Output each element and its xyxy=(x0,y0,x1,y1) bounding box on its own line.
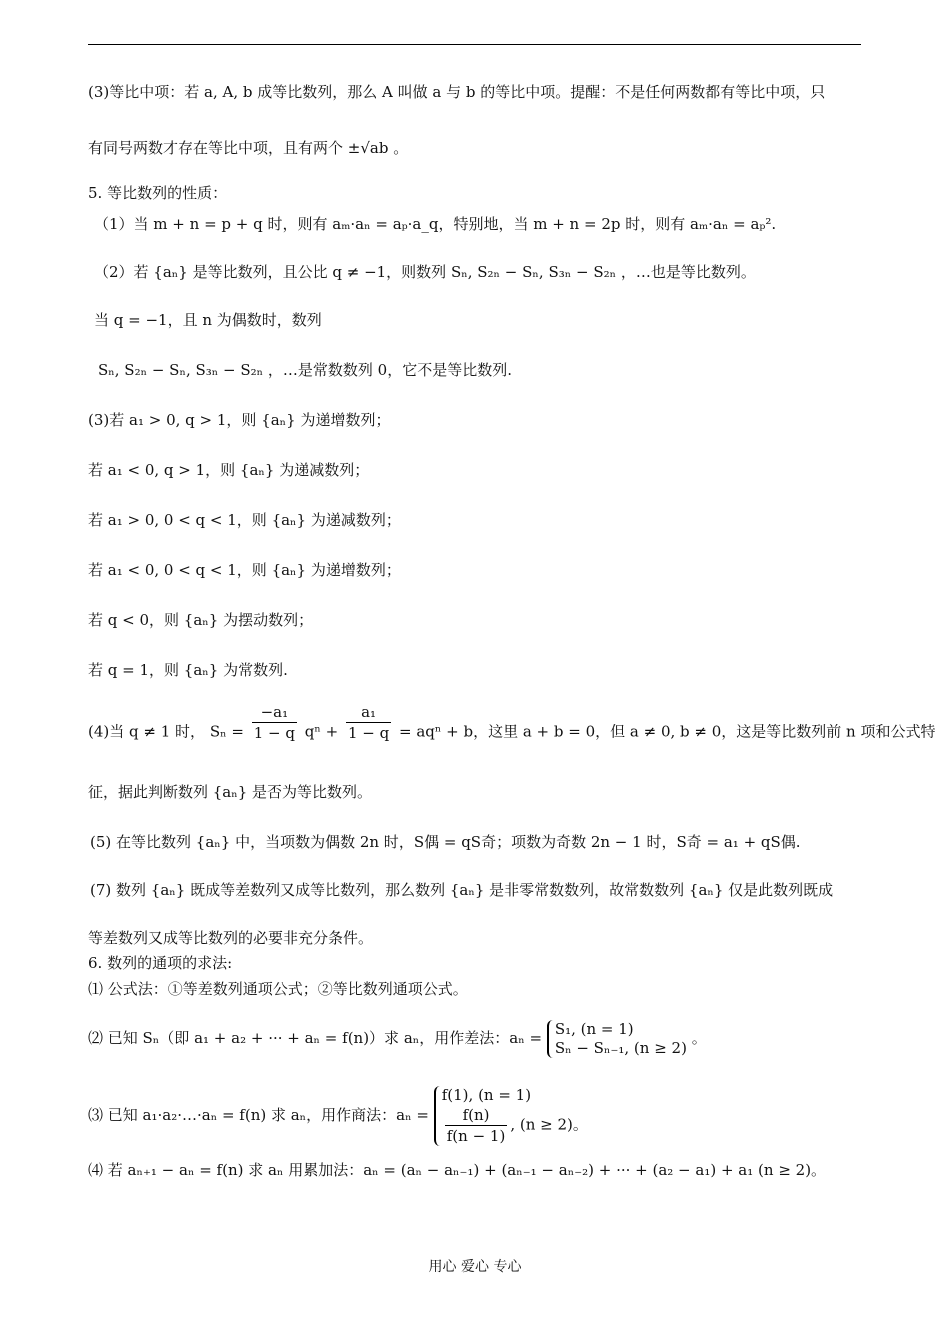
text-line-property-2-constant: Sₙ, S₂ₙ − Sₙ, S₃ₙ − S₂ₙ ，…是常数数列 0，它不是等比数列. xyxy=(98,361,512,379)
fraction-neg-a1-over-1-minus-q xyxy=(252,702,297,743)
fraction-denominator: 1 − q xyxy=(253,724,295,742)
piecewise-case-1: f(1), (n = 1) xyxy=(441,1086,532,1104)
piecewise-case-2: Sₙ − Sₙ₋₁, (n ≥ 2) xyxy=(554,1039,687,1057)
header-rule xyxy=(88,44,861,45)
fraction-numerator: f(n) xyxy=(445,1105,508,1126)
difference-method-end: 。 xyxy=(691,1029,707,1047)
text-line-geometric-mean-note: 有同号两数才存在等比中项，且有两个 ±√ab 。 xyxy=(88,139,409,157)
sum-formula-lead: (4)当 q ≠ 1 时， xyxy=(88,722,206,741)
text-line-quotient-method xyxy=(88,1086,588,1146)
sum-formula-qn: qⁿ + xyxy=(304,722,339,741)
text-line-monotonic-3: 若 a₁ > 0, 0 < q < 1，则 {aₙ} 为递减数列； xyxy=(88,511,401,529)
piecewise-case-2 xyxy=(442,1105,588,1146)
text-line-constant-sequence-cont: 等差数列又成等比数列的必要非充分条件。 xyxy=(88,929,374,947)
fraction-numerator: a₁ xyxy=(346,702,391,723)
piecewise-brace xyxy=(434,1086,588,1146)
fraction-denominator: 1 − q xyxy=(347,724,390,742)
text-line-monotonic-4: 若 a₁ < 0, 0 < q < 1，则 {aₙ} 为递增数列； xyxy=(88,561,401,579)
text-line-formula-method: ⑴ 公式法：①等差数列通项公式；②等比数列通项公式。 xyxy=(88,980,468,998)
text-line-constant-sequence: (7) 数列 {aₙ} 既成等差数列又成等比数列，那么数列 {aₙ} 是非零常数数列，故常数数列 {aₙ} 仅是此数列既成 xyxy=(90,881,834,899)
piecewise-brace xyxy=(547,1020,687,1058)
text-line-parity-sums: (5) 在等比数列 {aₙ} 中，当项数为偶数 2n 时，S偶 = qS奇；项数为奇数 2n − 1 时，S奇 = a₁ + qS偶. xyxy=(90,833,801,851)
difference-method-lead: ⑵ 已知 Sₙ（即 a₁ + a₂ + ··· + aₙ = f(n)）求 aₙ，用作差法：aₙ = xyxy=(88,1029,543,1047)
text-line-property-1: （1）当 m + n = p + q 时，则有 aₘ·aₙ = aₚ·a_q，特别地，当 m + n = 2p 时，则有 aₘ·aₙ = aₚ². xyxy=(94,215,777,233)
text-line-constant: 若 q = 1，则 {aₙ} 为常数列. xyxy=(88,661,288,679)
section-heading-properties: 5. 等比数列的性质： xyxy=(88,184,228,202)
text-line-difference-method xyxy=(88,1020,707,1058)
piecewise-case-1: S₁, (n = 1) xyxy=(554,1020,634,1038)
sum-formula-lhs: Sₙ = xyxy=(209,722,244,741)
text-line-property-2: （2）若 {aₙ} 是等比数列，且公比 q ≠ −1，则数列 Sₙ, S₂ₙ − Sₙ, S₃ₙ − S₂ₙ ，…也是等比数列。 xyxy=(94,263,756,281)
section-heading-general-term: 6. 数列的通项的求法: xyxy=(88,954,233,972)
quotient-method-lead: ⑶ 已知 a₁·a₂·…·aₙ = f(n) 求 aₙ，用作商法：aₙ = xyxy=(88,1106,429,1124)
piecewise-case-2-condition: , (n ≥ 2)。 xyxy=(510,1115,588,1134)
text-line-accumulation-method: ⑷ 若 aₙ₊₁ − aₙ = f(n) 求 aₙ 用累加法：aₙ = (aₙ − aₙ₋₁) + (aₙ₋₁ − aₙ₋₂) + ··· + (a₂ − a₁) + a₁ (n ≥ 2)。 xyxy=(88,1161,827,1179)
fraction-denominator: f(n − 1) xyxy=(446,1127,506,1145)
text-line-geometric-mean: (3)等比中项：若 a, A, b 成等比数列，那么 A 叫做 a 与 b 的等比中项。提醒：不是任何两数都有等比中项，只 xyxy=(88,83,826,101)
text-line-sum-formula xyxy=(88,703,936,753)
sum-formula-rest: = aqⁿ + b，这里 a + b = 0，但 a ≠ 0, b ≠ 0，这是等比数列前 n 项和公式特 xyxy=(399,722,936,741)
fraction-a1-over-1-minus-q xyxy=(346,702,391,743)
text-line-sum-formula-cont: 征，据此判断数列 {aₙ} 是否为等比数列。 xyxy=(88,783,373,801)
page-footer: 用心 爱心 专心 xyxy=(428,1259,522,1275)
fraction-numerator: −a₁ xyxy=(252,702,297,723)
text-line-oscillating: 若 q < 0，则 {aₙ} 为摆动数列； xyxy=(88,611,314,629)
text-line-monotonic-2: 若 a₁ < 0, q > 1，则 {aₙ} 为递减数列； xyxy=(88,461,370,479)
fraction-fn-over-fn-1 xyxy=(445,1105,508,1146)
text-line-monotonic-1: (3)若 a₁ > 0, q > 1，则 {aₙ} 为递增数列； xyxy=(88,411,391,429)
text-line-property-2-case: 当 q = −1，且 n 为偶数时，数列 xyxy=(94,311,322,329)
